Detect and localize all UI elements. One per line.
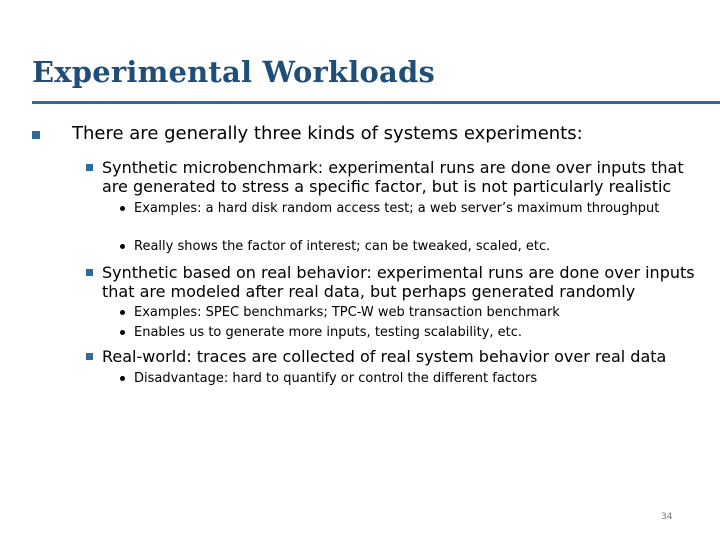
slide-title: Experimental Workloads — [32, 55, 436, 89]
dot-bullet-icon — [120, 310, 125, 315]
sub-item-examples-1 — [120, 201, 680, 217]
sub-item-factor-of-interest — [120, 239, 680, 255]
dot-bullet-icon — [120, 244, 125, 249]
page-number: 34 — [661, 512, 673, 522]
square-bullet-icon — [86, 269, 93, 276]
sub-item-scalability — [120, 325, 680, 341]
list-item-text: Real-world: traces are collected of real system behavior over real data — [102, 347, 667, 366]
intro-bullet — [32, 123, 702, 145]
sub-item-text: Examples: a hard disk random access test; a web server’s maximum throughput — [134, 201, 660, 216]
list-item-real-world — [86, 347, 706, 366]
sub-item-text: Examples: SPEC benchmarks; TPC-W web transaction benchmark — [134, 305, 560, 320]
square-bullet-icon — [86, 353, 93, 360]
list-item-text: Synthetic based on real behavior: experimental runs are done over inputs that are modeled after real data, but perhaps generated randomly — [102, 263, 695, 301]
sub-item-text: Disadvantage: hard to quantify or control the different factors — [134, 371, 538, 386]
square-bullet-icon — [32, 131, 40, 139]
dot-bullet-icon — [120, 376, 125, 381]
list-item-synthetic-microbenchmark — [86, 158, 706, 196]
title-underline — [32, 101, 720, 104]
sub-item-text: Really shows the factor of interest; can be tweaked, scaled, etc. — [134, 239, 551, 254]
dot-bullet-icon — [120, 330, 125, 335]
sub-item-examples-2 — [120, 305, 680, 321]
intro-text: There are generally three kinds of systems experiments: — [72, 123, 583, 144]
dot-bullet-icon — [120, 206, 125, 211]
sub-item-text: Enables us to generate more inputs, testing scalability, etc. — [134, 325, 523, 340]
sub-item-disadvantage — [120, 371, 680, 387]
square-bullet-icon — [86, 164, 93, 171]
list-item-synthetic-real-behavior — [86, 263, 711, 301]
list-item-text: Synthetic microbenchmark: experimental runs are done over inputs that are generated to stress a specific factor, but is not particularly realistic — [102, 158, 684, 196]
